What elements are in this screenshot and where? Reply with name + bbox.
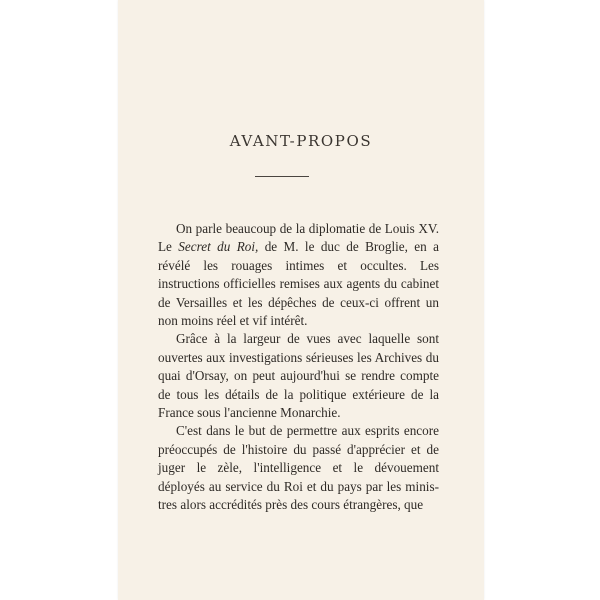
paragraph-2-text: Grâce à la largeur de vues avec laquelle sont ouvertes aux investigations sérieuses les Archives du quai d'Orsay, on peut aujourd'hui se rendre compte de tous les détails de la politique extérieure de la France sous l'ancienne Monarchie.	[158, 331, 439, 421]
body-text	[158, 220, 439, 515]
paragraph-2	[158, 330, 439, 422]
paragraph-1-text-start: On parle beaucoup de la diplomatie de Louis XV. Le	[158, 221, 439, 255]
paragraph-1-italic-title: Secret du Roi,	[178, 239, 259, 255]
paragraph-1	[158, 220, 439, 330]
paragraph-1-text-end: de M. le duc de Broglie, en a révélé les rouages intimes et occultes. Les instructions officielles remises aux agents du cabinet de Versailles et les dépêches de ceux-ci offrent un non moins réel et vif intérêt.	[158, 239, 439, 329]
page-title: AVANT-PROPOS	[229, 132, 373, 150]
book-page	[118, 0, 484, 600]
title-divider	[255, 176, 309, 177]
paragraph-3	[158, 422, 439, 514]
paragraph-3-text: C'est dans le but de permettre aux esprits encore préoccupés de l'histoire du passé d'apprécier et de juger le zèle, l'intelligence et le dévouement déployés au service du Roi et du pays par les ministres alors accrédités près des cours étrangères, que	[158, 423, 439, 513]
